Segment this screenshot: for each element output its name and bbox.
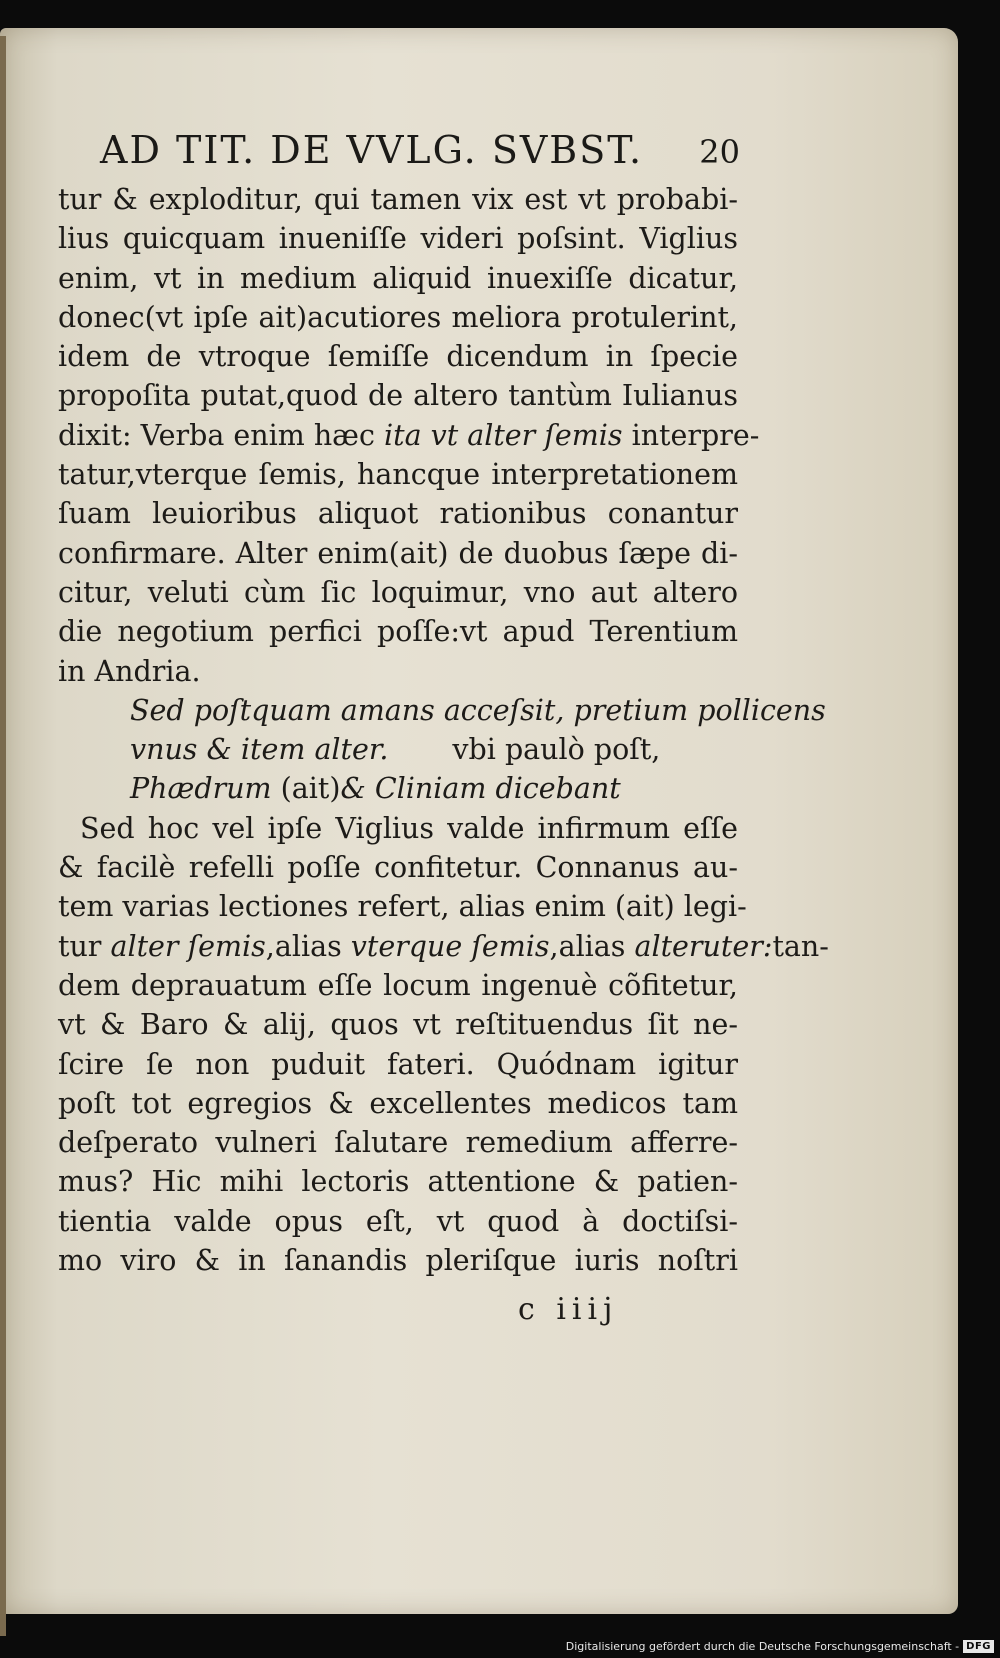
verse-line: [130, 730, 738, 769]
text-line: propoſita putat,quod de altero tantùm Iulianus: [58, 379, 738, 413]
text-run: dixit: Verba enim hæc: [58, 418, 384, 452]
page-spine-edge: [0, 36, 6, 1636]
text-line: tientia valde opus eſt, vt quod à doctiſsi-: [58, 1204, 738, 1238]
text-line: mus? Hic mihi lectoris attentione & patien-: [58, 1165, 738, 1199]
text-line: die negotium perfici poſſe:vt apud Terentium: [58, 615, 738, 649]
body-text: [58, 180, 829, 1280]
text-line: enim, vt in medium aliquid inuexiſſe dicatur,: [58, 261, 738, 295]
book-page: [0, 28, 958, 1614]
italic-run: & Cliniam dicebant: [340, 772, 621, 806]
text-run: ,alias: [549, 929, 635, 963]
text-line: [58, 927, 829, 966]
text-line: idem de vtroque ſemiſſe dicendum in ſpecie: [58, 340, 738, 374]
text-line: mo viro & in ſanandis pleriſque iuris noſtri: [58, 1244, 738, 1278]
verse-line: Sed poſtquam amans acceſsit, pretium pollicens: [130, 693, 826, 727]
running-head: [100, 128, 740, 172]
text-line: in Andria.: [58, 654, 201, 688]
text-line: tem varias lectiones refert, alias enim (ait) legi-: [58, 890, 747, 924]
text-line: confirmare. Alter enim(ait) de duobus ſæpe di-: [58, 536, 738, 570]
text-line: ſuam leuioribus aliquot rationibus conantur: [58, 497, 738, 531]
dfg-logo: DFG: [963, 1640, 994, 1653]
text-line: [58, 416, 760, 455]
text-line: & facilè refelli poſſe confitetur. Connanus au-: [58, 851, 738, 885]
text-run: interpre-: [622, 418, 760, 452]
text-run: ,alias: [265, 929, 351, 963]
text-line: deſperato vulneri ſalutare remedium afferre-: [58, 1126, 738, 1160]
text-line: ſcire ſe non puduit fateri. Quódnam igitur: [58, 1047, 738, 1081]
italic-run: alter ſemis: [110, 929, 266, 963]
italic-run: vnus & item alter.: [130, 733, 389, 767]
page-number: 20: [699, 133, 740, 171]
text-run: vbi paulò poſt,: [452, 733, 661, 767]
text-run: tur: [58, 929, 111, 963]
text-line: poſt tot egregios & excellentes medicos tam: [58, 1086, 738, 1120]
text-line: tatur,vterque ſemis, hancque interpretationem: [58, 458, 738, 492]
text-run: (ait): [271, 772, 341, 806]
digitization-credit: [566, 1636, 994, 1656]
verse-line: [130, 769, 738, 808]
running-head-title: AD TIT. DE VVLG. SVBST.: [100, 128, 644, 172]
text-line: citur, veluti cùm ſic loquimur, vno aut altero: [58, 575, 738, 609]
text-line: vt & Baro & alij, quos vt reſtituendus ſit ne-: [58, 1008, 738, 1042]
signature-mark: c iiij: [518, 1292, 619, 1327]
text-line: lius quicquam inueniſſe videri poſsint. Viglius: [58, 222, 738, 256]
verse-quotation: [58, 691, 826, 809]
italic-run: ita vt alter ſemis: [384, 418, 623, 452]
text-line: Sed hoc vel ipſe Viglius valde infirmum eſſe: [80, 811, 738, 845]
text-run: tan-: [772, 929, 829, 963]
text-line: dem deprauatum eſſe locum ingenuè cõfitetur,: [58, 968, 738, 1002]
credit-text: Digitalisierung gefördert durch die Deutsche Forschungsgemeinschaft -: [565, 1639, 960, 1653]
italic-run: vterque ſemis: [350, 929, 550, 963]
text-line: donec(vt ipſe ait)acutiores meliora protulerint,: [58, 300, 738, 334]
italic-run: Phædrum: [130, 772, 272, 806]
italic-run: alteruter:: [634, 929, 773, 963]
text-line: tur & exploditur, qui tamen vix est vt probabi-: [58, 183, 738, 216]
